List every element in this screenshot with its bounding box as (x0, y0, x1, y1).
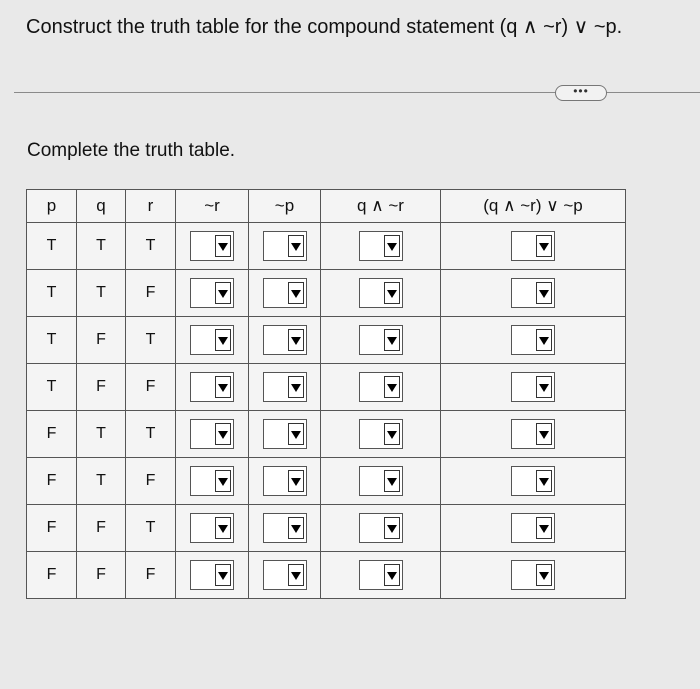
dropdown-value (193, 234, 213, 258)
chevron-down-icon[interactable] (384, 470, 400, 492)
dropdown-value (266, 234, 286, 258)
cell-p: F (27, 505, 77, 552)
cell-q: F (77, 552, 126, 599)
dropdown-value (514, 469, 534, 493)
chevron-down-icon[interactable] (536, 282, 552, 304)
cell-r: T (126, 223, 176, 270)
not-r-dropdown[interactable] (190, 278, 234, 308)
question-text: Construct the truth table for the compound statement (q ∧ ~r) ∨ ~p. (26, 16, 623, 38)
chevron-down-icon[interactable] (288, 329, 304, 351)
not-p-dropdown[interactable] (263, 513, 307, 543)
cell-r: T (126, 411, 176, 458)
cell-not-r (176, 411, 249, 458)
not-p-dropdown[interactable] (263, 560, 307, 590)
q-and-not-r-dropdown[interactable] (359, 372, 403, 402)
header-r: r (126, 190, 176, 223)
chevron-down-icon[interactable] (536, 423, 552, 445)
table-row (27, 458, 626, 505)
chevron-down-icon[interactable] (384, 423, 400, 445)
cell-compound (441, 270, 626, 317)
table-row (27, 411, 626, 458)
chevron-down-icon[interactable] (288, 564, 304, 586)
dropdown-value (514, 328, 534, 352)
cell-p: T (27, 364, 77, 411)
q-and-not-r-dropdown[interactable] (359, 560, 403, 590)
dropdown-value (362, 281, 382, 305)
not-p-dropdown[interactable] (263, 466, 307, 496)
table-row (27, 505, 626, 552)
dropdown-value (362, 469, 382, 493)
cell-compound (441, 411, 626, 458)
not-p-dropdown[interactable] (263, 419, 307, 449)
cell-not-r (176, 364, 249, 411)
header-not-r: ~r (176, 190, 249, 223)
not-r-dropdown[interactable] (190, 231, 234, 261)
compound-dropdown[interactable] (511, 466, 555, 496)
table-row (27, 552, 626, 599)
chevron-down-icon[interactable] (215, 235, 231, 257)
cell-not-p (249, 505, 321, 552)
cell-q: F (77, 317, 126, 364)
cell-q-and-not-r (321, 552, 441, 599)
cell-p: T (27, 270, 77, 317)
not-r-dropdown[interactable] (190, 466, 234, 496)
cell-p: F (27, 458, 77, 505)
cell-compound (441, 552, 626, 599)
header-not-p: ~p (249, 190, 321, 223)
table-row (27, 364, 626, 411)
compound-dropdown[interactable] (511, 231, 555, 261)
more-options-button[interactable]: ••• (555, 85, 607, 101)
compound-dropdown[interactable] (511, 513, 555, 543)
table-row (27, 317, 626, 364)
not-p-dropdown[interactable] (263, 278, 307, 308)
dropdown-value (193, 516, 213, 540)
not-r-dropdown[interactable] (190, 325, 234, 355)
dropdown-value (266, 563, 286, 587)
cell-not-r (176, 552, 249, 599)
table-row (27, 223, 626, 270)
cell-q: T (77, 411, 126, 458)
chevron-down-icon[interactable] (536, 235, 552, 257)
chevron-down-icon[interactable] (215, 517, 231, 539)
cell-q: T (77, 270, 126, 317)
dropdown-value (362, 375, 382, 399)
dropdown-value (362, 328, 382, 352)
chevron-down-icon[interactable] (215, 423, 231, 445)
cell-q: T (77, 223, 126, 270)
cell-not-p (249, 364, 321, 411)
chevron-down-icon[interactable] (384, 517, 400, 539)
dropdown-value (514, 563, 534, 587)
dropdown-value (193, 281, 213, 305)
cell-r: F (126, 552, 176, 599)
q-and-not-r-dropdown[interactable] (359, 466, 403, 496)
chevron-down-icon[interactable] (536, 517, 552, 539)
cell-r: T (126, 317, 176, 364)
chevron-down-icon[interactable] (384, 564, 400, 586)
dropdown-value (266, 281, 286, 305)
cell-compound (441, 364, 626, 411)
table-body (27, 223, 626, 599)
cell-not-r (176, 270, 249, 317)
cell-not-p (249, 458, 321, 505)
dropdown-value (362, 563, 382, 587)
chevron-down-icon[interactable] (384, 235, 400, 257)
dropdown-value (514, 234, 534, 258)
not-p-dropdown[interactable] (263, 231, 307, 261)
cell-q: F (77, 505, 126, 552)
chevron-down-icon[interactable] (536, 470, 552, 492)
not-r-dropdown[interactable] (190, 513, 234, 543)
cell-not-r (176, 458, 249, 505)
dropdown-value (514, 516, 534, 540)
instruction-text: Complete the truth table. (27, 140, 236, 161)
chevron-down-icon[interactable] (288, 376, 304, 398)
not-r-dropdown[interactable] (190, 419, 234, 449)
not-r-dropdown[interactable] (190, 372, 234, 402)
q-and-not-r-dropdown[interactable] (359, 278, 403, 308)
chevron-down-icon[interactable] (536, 329, 552, 351)
compound-dropdown[interactable] (511, 278, 555, 308)
chevron-down-icon[interactable] (215, 282, 231, 304)
chevron-down-icon[interactable] (384, 376, 400, 398)
chevron-down-icon[interactable] (288, 282, 304, 304)
cell-not-p (249, 552, 321, 599)
cell-not-p (249, 223, 321, 270)
compound-dropdown[interactable] (511, 372, 555, 402)
dropdown-value (266, 469, 286, 493)
cell-not-p (249, 411, 321, 458)
dropdown-value (193, 422, 213, 446)
chevron-down-icon[interactable] (288, 517, 304, 539)
chevron-down-icon[interactable] (536, 564, 552, 586)
cell-compound (441, 458, 626, 505)
chevron-down-icon[interactable] (215, 376, 231, 398)
dropdown-value (362, 516, 382, 540)
chevron-down-icon[interactable] (288, 470, 304, 492)
chevron-down-icon[interactable] (384, 282, 400, 304)
cell-p: F (27, 411, 77, 458)
cell-compound (441, 505, 626, 552)
cell-p: F (27, 552, 77, 599)
cell-q-and-not-r (321, 364, 441, 411)
cell-compound (441, 223, 626, 270)
cell-q-and-not-r (321, 317, 441, 364)
chevron-down-icon[interactable] (384, 329, 400, 351)
cell-r: T (126, 505, 176, 552)
not-p-dropdown[interactable] (263, 325, 307, 355)
header-p: p (27, 190, 77, 223)
cell-not-p (249, 317, 321, 364)
cell-q-and-not-r (321, 270, 441, 317)
chevron-down-icon[interactable] (536, 376, 552, 398)
q-and-not-r-dropdown[interactable] (359, 325, 403, 355)
table-row (27, 270, 626, 317)
dropdown-value (193, 563, 213, 587)
compound-dropdown[interactable] (511, 419, 555, 449)
not-p-dropdown[interactable] (263, 372, 307, 402)
header-q-and-not-r: q ∧ ~r (321, 190, 441, 223)
truth-table (26, 189, 626, 599)
cell-not-r (176, 317, 249, 364)
cell-q-and-not-r (321, 505, 441, 552)
q-and-not-r-dropdown[interactable] (359, 419, 403, 449)
cell-r: F (126, 270, 176, 317)
dropdown-value (362, 234, 382, 258)
cell-q-and-not-r (321, 223, 441, 270)
dropdown-value (266, 516, 286, 540)
cell-q-and-not-r (321, 458, 441, 505)
chevron-down-icon[interactable] (288, 235, 304, 257)
compound-dropdown[interactable] (511, 325, 555, 355)
cell-not-p (249, 270, 321, 317)
chevron-down-icon[interactable] (215, 564, 231, 586)
dropdown-value (362, 422, 382, 446)
q-and-not-r-dropdown[interactable] (359, 513, 403, 543)
cell-not-r (176, 505, 249, 552)
header-q: q (77, 190, 126, 223)
cell-r: F (126, 458, 176, 505)
compound-dropdown[interactable] (511, 560, 555, 590)
cell-p: T (27, 317, 77, 364)
cell-q-and-not-r (321, 411, 441, 458)
dropdown-value (514, 281, 534, 305)
dropdown-value (193, 375, 213, 399)
cell-q: F (77, 364, 126, 411)
dropdown-value (193, 328, 213, 352)
dropdown-value (514, 422, 534, 446)
dropdown-value (266, 328, 286, 352)
cell-r: F (126, 364, 176, 411)
chevron-down-icon[interactable] (215, 329, 231, 351)
chevron-down-icon[interactable] (288, 423, 304, 445)
cell-compound (441, 317, 626, 364)
cell-not-r (176, 223, 249, 270)
dropdown-value (266, 375, 286, 399)
header-row (27, 190, 626, 223)
not-r-dropdown[interactable] (190, 560, 234, 590)
cell-p: T (27, 223, 77, 270)
q-and-not-r-dropdown[interactable] (359, 231, 403, 261)
dropdown-value (266, 422, 286, 446)
dropdown-value (514, 375, 534, 399)
chevron-down-icon[interactable] (215, 470, 231, 492)
header-compound: (q ∧ ~r) ∨ ~p (441, 190, 626, 223)
cell-q: T (77, 458, 126, 505)
dropdown-value (193, 469, 213, 493)
